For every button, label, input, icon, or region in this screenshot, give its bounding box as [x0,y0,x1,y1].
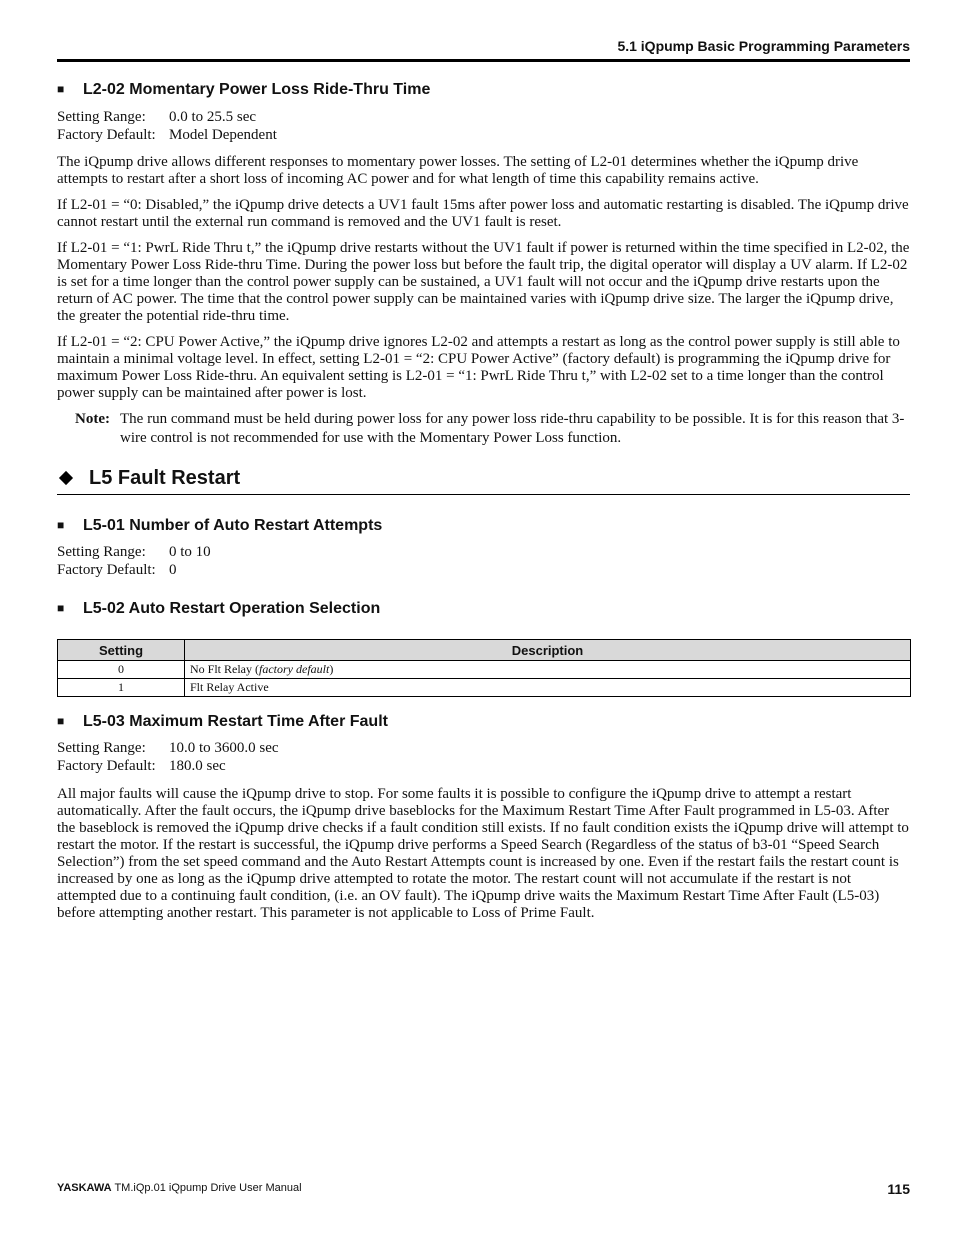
description-cell [185,679,911,697]
paragraph: The iQpump drive allows different responses to momentary power losses. The setting of L2-01 determines whether the iQpump drive attempts to restart after a short loss of incoming AC power and for what length of time this capability remains active. [57,154,859,187]
table-row [58,661,911,679]
paragraph: If L2-01 = “1: PwrL Ride Thru t,” the iQpump drive restarts without the UV1 fault if power is returned within the time specified in L2-02, the Momentary Power Loss Ride-thru Time. During the power loss but before the fault trip, the digital operator will display a UV alarm. If L2-02 is set for a time longer than the control power supply can be sustained, a UV1 fault will not occur and the iQpump drive restarts upon the return of AC power. The time that the control power supply can be maintained varies with iQpump drive size. The larger the iQpump drive, the greater the potential ride-thru time. [57,240,910,324]
square-bullet-icon: ■ [57,601,65,615]
heading-text: L5-01 Number of Auto Restart Attempts [83,517,383,534]
section-heading-l2-02 [57,78,910,101]
settings-table [57,639,911,697]
setting-range-value: 0.0 to 25.5 sec [169,109,257,125]
note-label: Note: [75,411,110,427]
l5-03-settings [57,740,910,775]
description-italic: factory default [259,662,330,676]
square-bullet-icon: ■ [57,714,65,728]
description-text: No Flt Relay ( [190,662,259,676]
manual-title: TM.iQp.01 iQpump Drive User Manual [111,1182,302,1194]
section-heading-l5-01 [57,514,910,537]
setting-cell: 0 [58,661,185,679]
factory-default-label: Factory Default: [57,757,156,774]
factory-default-label: Factory Default: [57,561,156,578]
note-block [75,410,910,448]
square-bullet-icon: ■ [57,82,65,96]
setting-range-value: 10.0 to 3600.0 sec [169,740,279,756]
l5-01-settings [57,544,910,579]
heading-text: L5 Fault Restart [89,467,241,489]
setting-range-label: Setting Range: [57,740,146,756]
diamond-bullet-icon [59,471,73,485]
paragraph: If L2-01 = “2: CPU Power Active,” the iQpump drive ignores L2-02 and attempts a restart as long as the control power supply is still able to maintain a minimal voltage level. In effect, setting L2-01 = “2: CPU Power Active” (factory default) is programming the iQpump drive for maximum Power Loss Ride-thru. An equivalent setting is L2-01 = “1: PwrL Ride Thru t,” with L2-02 set to a time longer than the control power supply can be maintained after power is lost. [57,334,900,401]
setting-range-label: Setting Range: [57,109,146,125]
section-heading-l5 [57,465,910,491]
factory-default-value: 0 [169,561,177,578]
section-l5 [57,465,910,495]
heading-text: L2-02 Momentary Power Loss Ride-Thru Time [83,81,431,98]
paragraph: If L2-01 = “0: Disabled,” the iQpump drive detects a UV1 fault 15ms after power loss and automatic restarting is disabled. The iQpump drive cannot restart until the external run command is removed and the UV1 fault is reset. [57,197,909,230]
description-tail: ) [329,662,334,676]
brand-name: YASKAWA [57,1182,112,1194]
l2-02-settings [57,109,910,144]
heading-text: L5-02 Auto Restart Operation Selection [83,600,381,617]
setting-cell: 1 [58,679,185,697]
page-footer [57,1181,910,1197]
square-bullet-icon: ■ [57,518,65,532]
section-rule [57,494,910,495]
page-content [57,78,910,922]
description-text: Flt Relay Active [190,680,269,694]
running-header: 5.1 iQpump Basic Programming Parameters [617,38,910,54]
setting-range-label: Setting Range: [57,544,146,560]
description-cell [185,661,911,679]
note-text: The run command must be held during power loss for any power loss ride-thru capability to be possible. It is for this reason that 3-wire control is not recommended for use with the Momentary Power Loss function. [120,411,905,446]
factory-default-value: 180.0 sec [169,757,226,774]
section-heading-l5-03 [57,710,910,733]
section-heading-l5-02 [57,597,910,620]
table-row [58,679,911,697]
header-rule [57,59,910,62]
paragraph: All major faults will cause the iQpump drive to stop. For some faults it is possible to configure the iQpump drive to attempt a restart automatically. After the fault occurs, the iQpump drive baseblocks for the Maximum Restart Time After Fault programmed in L5-03. After the baseblock is removed the iQpump drive checks if a fault condition still exists. If no fault condition exists the iQpump drive will attempt to restart the motor. If the restart is successful, the iQpump drive performs a Speed Search (Regardless of the status of b3-01 “Speed Search Selection”) from the set speed command and the Auto Restart Attempts count is increased by one. Even if the restart fails the restart count is increased by one as long as the iQpump drive attempted to rotate the motor. The restart count will not accumulate if the restart is not attempted due to a continuing fault condition, (i.e. an OV fault). The iQpump drive waits the Maximum Restart Time After Fault (L5-03) before attempting another restart. This parameter is not applicable to Loss of Prime Fault. [57,786,909,921]
factory-default-label: Factory Default: [57,126,156,143]
factory-default-value: Model Dependent [169,126,277,143]
column-header-description: Description [185,640,911,661]
setting-range-value: 0 to 10 [169,544,211,560]
page-number: 115 [887,1181,910,1197]
column-header-setting: Setting [58,640,185,661]
heading-text: L5-03 Maximum Restart Time After Fault [83,713,388,730]
